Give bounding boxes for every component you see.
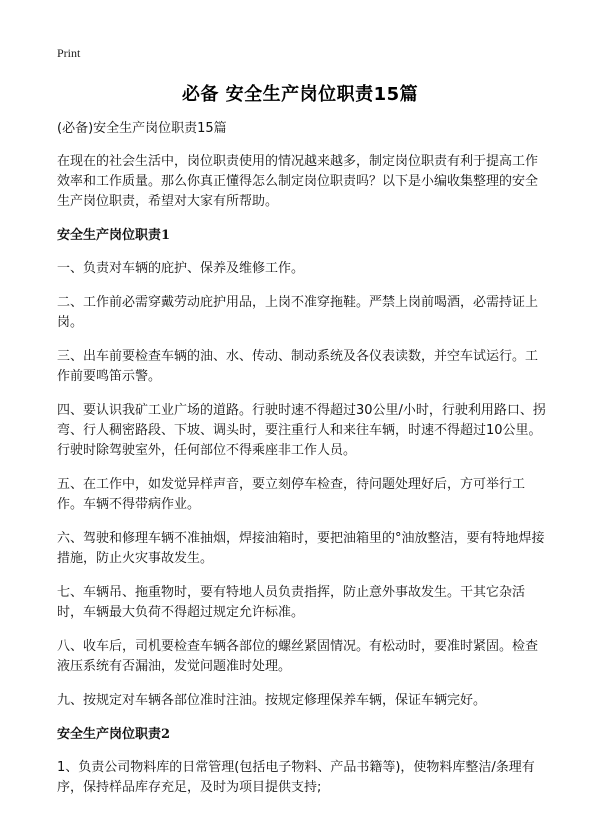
section1-item: 七、车辆吊、拖重物时，要有特地人员负责指挥，防止意外事故发生。干其它杂活时，车辆最大负荷不得超过规定允许标准。 (57, 585, 526, 620)
section2-item: 1、负责公司物料库的日常管理(包括电子物料、产品书籍等)，使物料库整洁/条理有序，保持样品库存充足，及时为项目提供支持; (57, 760, 535, 795)
document-subtitle: (必备)安全生产岗位职责15篇 (57, 121, 227, 136)
section1-item: 六、驾驶和修理车辆不准抽烟，焊接油箱时，要把油箱里的°油放整洁，要有特地焊接措施，防止火灾事故发生。 (57, 531, 545, 566)
section1-item: 八、收车后，司机要检查车辆各部位的螺丝紧固情况。有松动时，要准时紧固。检查液压系统有否漏油，发觉问题准时处理。 (57, 639, 539, 674)
intro-paragraph: 在现在的社会生活中，岗位职责使用的情况越来越多，制定岗位职责有利于提高工作效率和工作质量。那么你真正懂得怎么制定岗位职责吗？以下是小编收集整理的安全生产岗位职责，希望对大家有所帮助。 (57, 154, 539, 209)
section-heading-1: 安全生产岗位职责1 (57, 228, 171, 243)
document-body (57, 119, 549, 812)
section1-item: 九、按规定对车辆各部位准时注油。按规定修理保养车辆，保证车辆完好。 (57, 693, 487, 708)
section1-item: 一、负责对车辆的庇护、保养及维修工作。 (57, 261, 305, 276)
print-label: Print (57, 46, 81, 60)
section-heading-2: 安全生产岗位职责2 (57, 727, 171, 742)
document-title: 必备 安全生产岗位职责15篇 (181, 84, 419, 105)
section1-item: 二、工作前必需穿戴劳动庇护用品，上岗不准穿拖鞋。严禁上岗前喝酒，必需持证上岗。 (57, 295, 539, 330)
section1-item: 四、要认识我矿工业广场的道路。行驶时速不得超过30公里/小时，行驶利用路口、拐弯、行人稠密路段、下坡、调头时，要注重行人和来往车辆，时速不得超过10公里。行驶时除驾驶室外，任何部位不得乘座非工作人员。 (57, 403, 546, 458)
section1-item: 三、出车前要检查车辆的油、水、传动、制动系统及各仪表读数，并空车试运行。工作前要鸣笛示警。 (57, 349, 539, 384)
section1-item: 五、在工作中，如发觉异样声音，要立刻停车检查，待问题处理好后，方可举行工作。车辆不得带病作业。 (57, 477, 526, 512)
